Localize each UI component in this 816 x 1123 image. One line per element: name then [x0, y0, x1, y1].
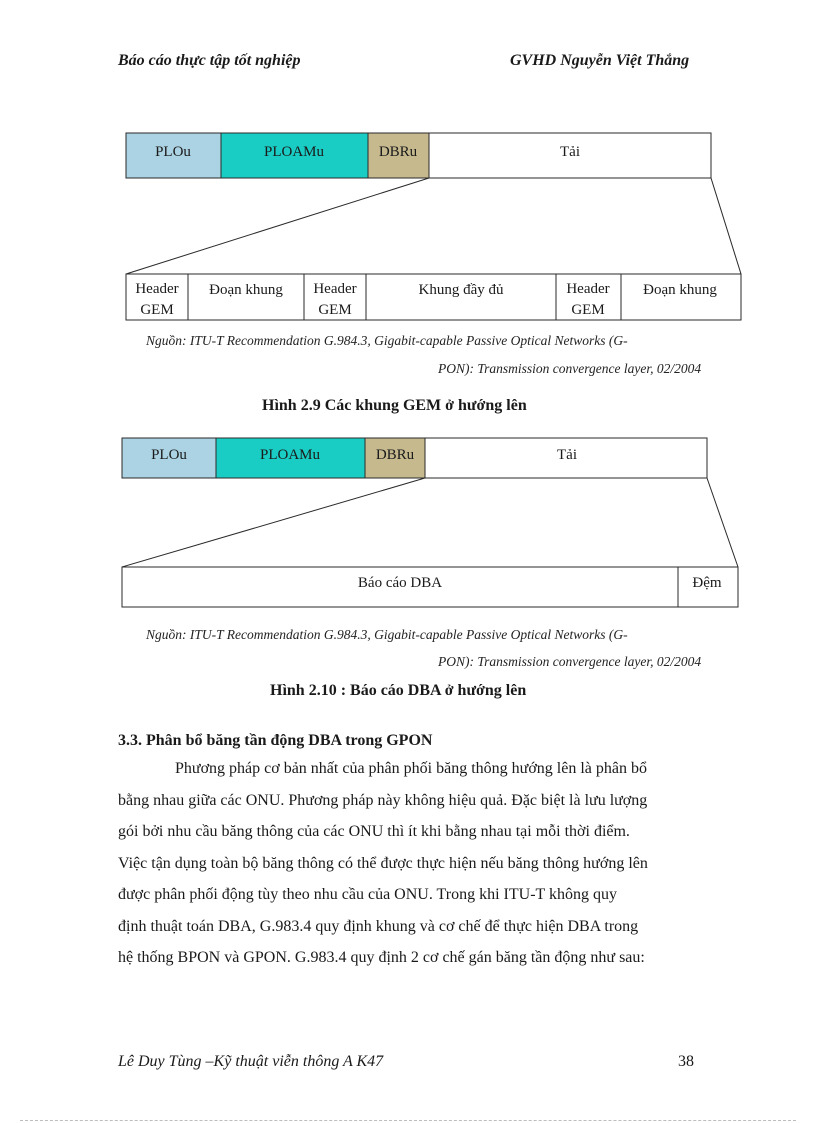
fig1-header-gem-3-line1: Header [566, 281, 610, 297]
paragraph-line-7: hệ thống BPON và GPON. G.983.4 quy định 2 cơ chế gán băng tần động như sau: [118, 949, 645, 966]
fig2-expand-line-right [707, 478, 738, 567]
fig2-dba-report-label: Báo cáo DBA [357, 575, 443, 591]
fig1-source-line2: PON): Transmission convergence layer, 02/2004 [438, 361, 702, 376]
figure-gem-frames [0, 0, 816, 330]
fig2-expand-line-left [122, 478, 425, 567]
fig1-dbru-label: DBRu [378, 144, 418, 160]
paragraph-line-2: bằng nhau giữa các ONU. Phương pháp này không hiệu quả. Đặc biệt là lưu lượng [118, 792, 648, 809]
fig1-source-line1: Nguồn: ITU-T Recommendation G.984.3, Gigabit-capable Passive Optical Networks (G- [146, 333, 628, 348]
fig1-fragment-2: Đoạn khung [643, 282, 717, 298]
fig1-payload-label: Tải [560, 144, 580, 160]
paragraph-line-4: Việc tận dụng toàn bộ băng thông có thể được thực hiện nếu băng thông hướng lên [118, 855, 648, 872]
header-left: Báo cáo thực tập tốt nghiệp [118, 52, 301, 69]
fig2-source-line2: PON): Transmission convergence layer, 02/2004 [438, 654, 702, 669]
fig1-fragment-1: Đoạn khung [209, 282, 283, 298]
fig1-plou-label: PLOu [155, 144, 191, 160]
fig1-title: Hình 2.9 Các khung GEM ở hướng lên [262, 397, 527, 414]
fig2-source-line1: Nguồn: ITU-T Recommendation G.984.3, Gigabit-capable Passive Optical Networks (G- [146, 627, 628, 642]
footer-author: Lê Duy Tùng –Kỹ thuật viễn thông A K47 [118, 1053, 384, 1070]
fig1-expand-line-left [126, 178, 429, 274]
fig1-expand-line-right [711, 178, 741, 274]
fig2-dbru-label: DBRu [375, 447, 415, 463]
fig2-ploamu-label: PLOAMu [259, 447, 321, 463]
header-right: GVHD Nguyễn Việt Thắng [510, 52, 690, 69]
fig1-full-frame: Khung đầy đủ [418, 282, 504, 298]
paragraph-line-3: gói bởi nhu cầu băng thông của các ONU thì ít khi bằng nhau tại mỗi thời điểm. [118, 823, 630, 840]
fig2-title: Hình 2.10 : Báo cáo DBA ở hướng lên [270, 682, 527, 699]
fig2-plou-label: PLOu [151, 447, 187, 463]
fig1-header-gem-2-line2: GEM [318, 302, 352, 318]
fig1-header-gem-2-line1: Header [313, 281, 357, 297]
fig2-payload-label: Tải [557, 447, 577, 463]
page-break-divider [20, 1120, 796, 1121]
fig1-header-gem-3-line2: GEM [571, 302, 605, 318]
paragraph-line-1: Phương pháp cơ bản nhất của phân phối băng thông hướng lên là phân bổ [175, 760, 647, 777]
paragraph-line-6: định thuật toán DBA, G.983.4 quy định khung và cơ chế để thực hiện DBA trong [118, 918, 639, 935]
fig1-header-gem-1-line1: Header [135, 281, 179, 297]
page-number: 38 [678, 1053, 694, 1070]
section-heading: 3.3. Phân bổ băng tần động DBA trong GPON [118, 732, 433, 749]
fig2-padding-label: Đệm [692, 575, 722, 591]
paragraph-line-5: được phân phối động tùy theo nhu cầu của ONU. Trong khi ITU-T không quy [118, 886, 618, 903]
fig1-ploamu-label: PLOAMu [263, 144, 325, 160]
fig1-header-gem-1-line2: GEM [140, 302, 174, 318]
figure-dba-report [0, 430, 816, 610]
